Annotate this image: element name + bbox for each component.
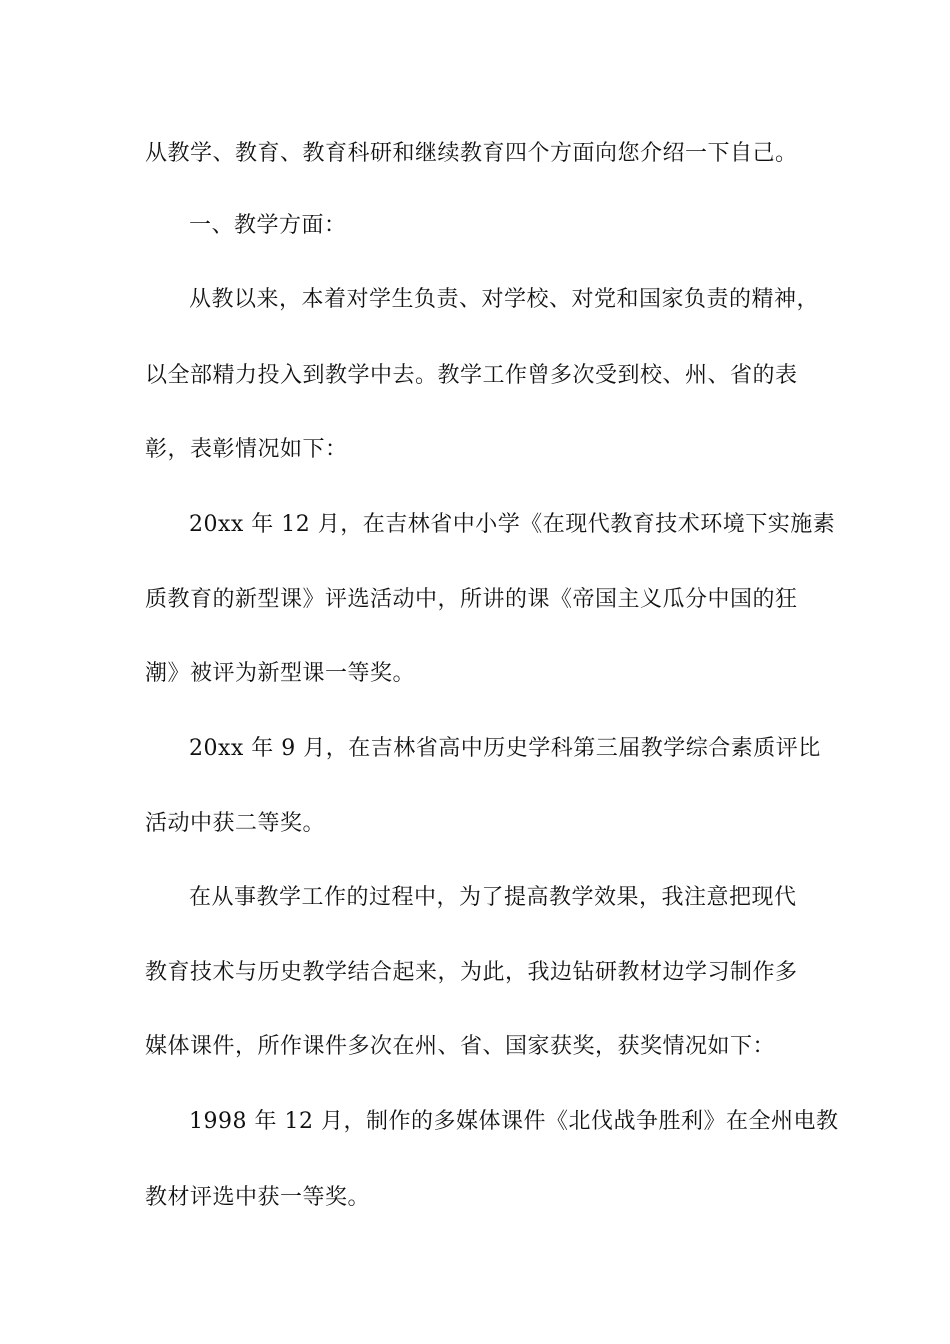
text-line: 彰，表彰情况如下： <box>145 437 348 462</box>
text-line: 从教以来，本着对学生负责、对学校、对党和国家负责的精神， <box>189 287 820 312</box>
text-line: 20xx 年 12 月，在吉林省中小学《在现代教育技术环境下实施素 <box>189 512 836 537</box>
text-line: 质教育的新型课》评选活动中，所讲的课《帝国主义瓜分中国的狂 <box>145 587 798 612</box>
text-line: 从教学、教育、教育科研和继续教育四个方面向您介绍一下自己。 <box>145 141 798 166</box>
section-heading: 一、教学方面： <box>189 213 347 238</box>
text-line: 20xx 年 9 月，在吉林省高中历史学科第三届教学综合素质评比 <box>189 736 821 761</box>
text-line: 在从事教学工作的过程中，为了提高教学效果，我注意把现代 <box>189 885 797 910</box>
text-line: 潮》被评为新型课一等奖。 <box>145 661 416 686</box>
text-line: 教材评选中获一等奖。 <box>145 1185 371 1210</box>
text-line: 1998 年 12 月，制作的多媒体课件《北伐战争胜利》在全州电教 <box>189 1109 839 1134</box>
text-line: 以全部精力投入到教学中去。教学工作曾多次受到校、州、省的表 <box>145 363 798 388</box>
text-line: 教育技术与历史教学结合起来，为此，我边钻研教材边学习制作多 <box>145 960 798 985</box>
text-line: 媒体课件，所作课件多次在州、省、国家获奖，获奖情况如下： <box>145 1034 776 1059</box>
text-line: 活动中获二等奖。 <box>145 811 326 836</box>
